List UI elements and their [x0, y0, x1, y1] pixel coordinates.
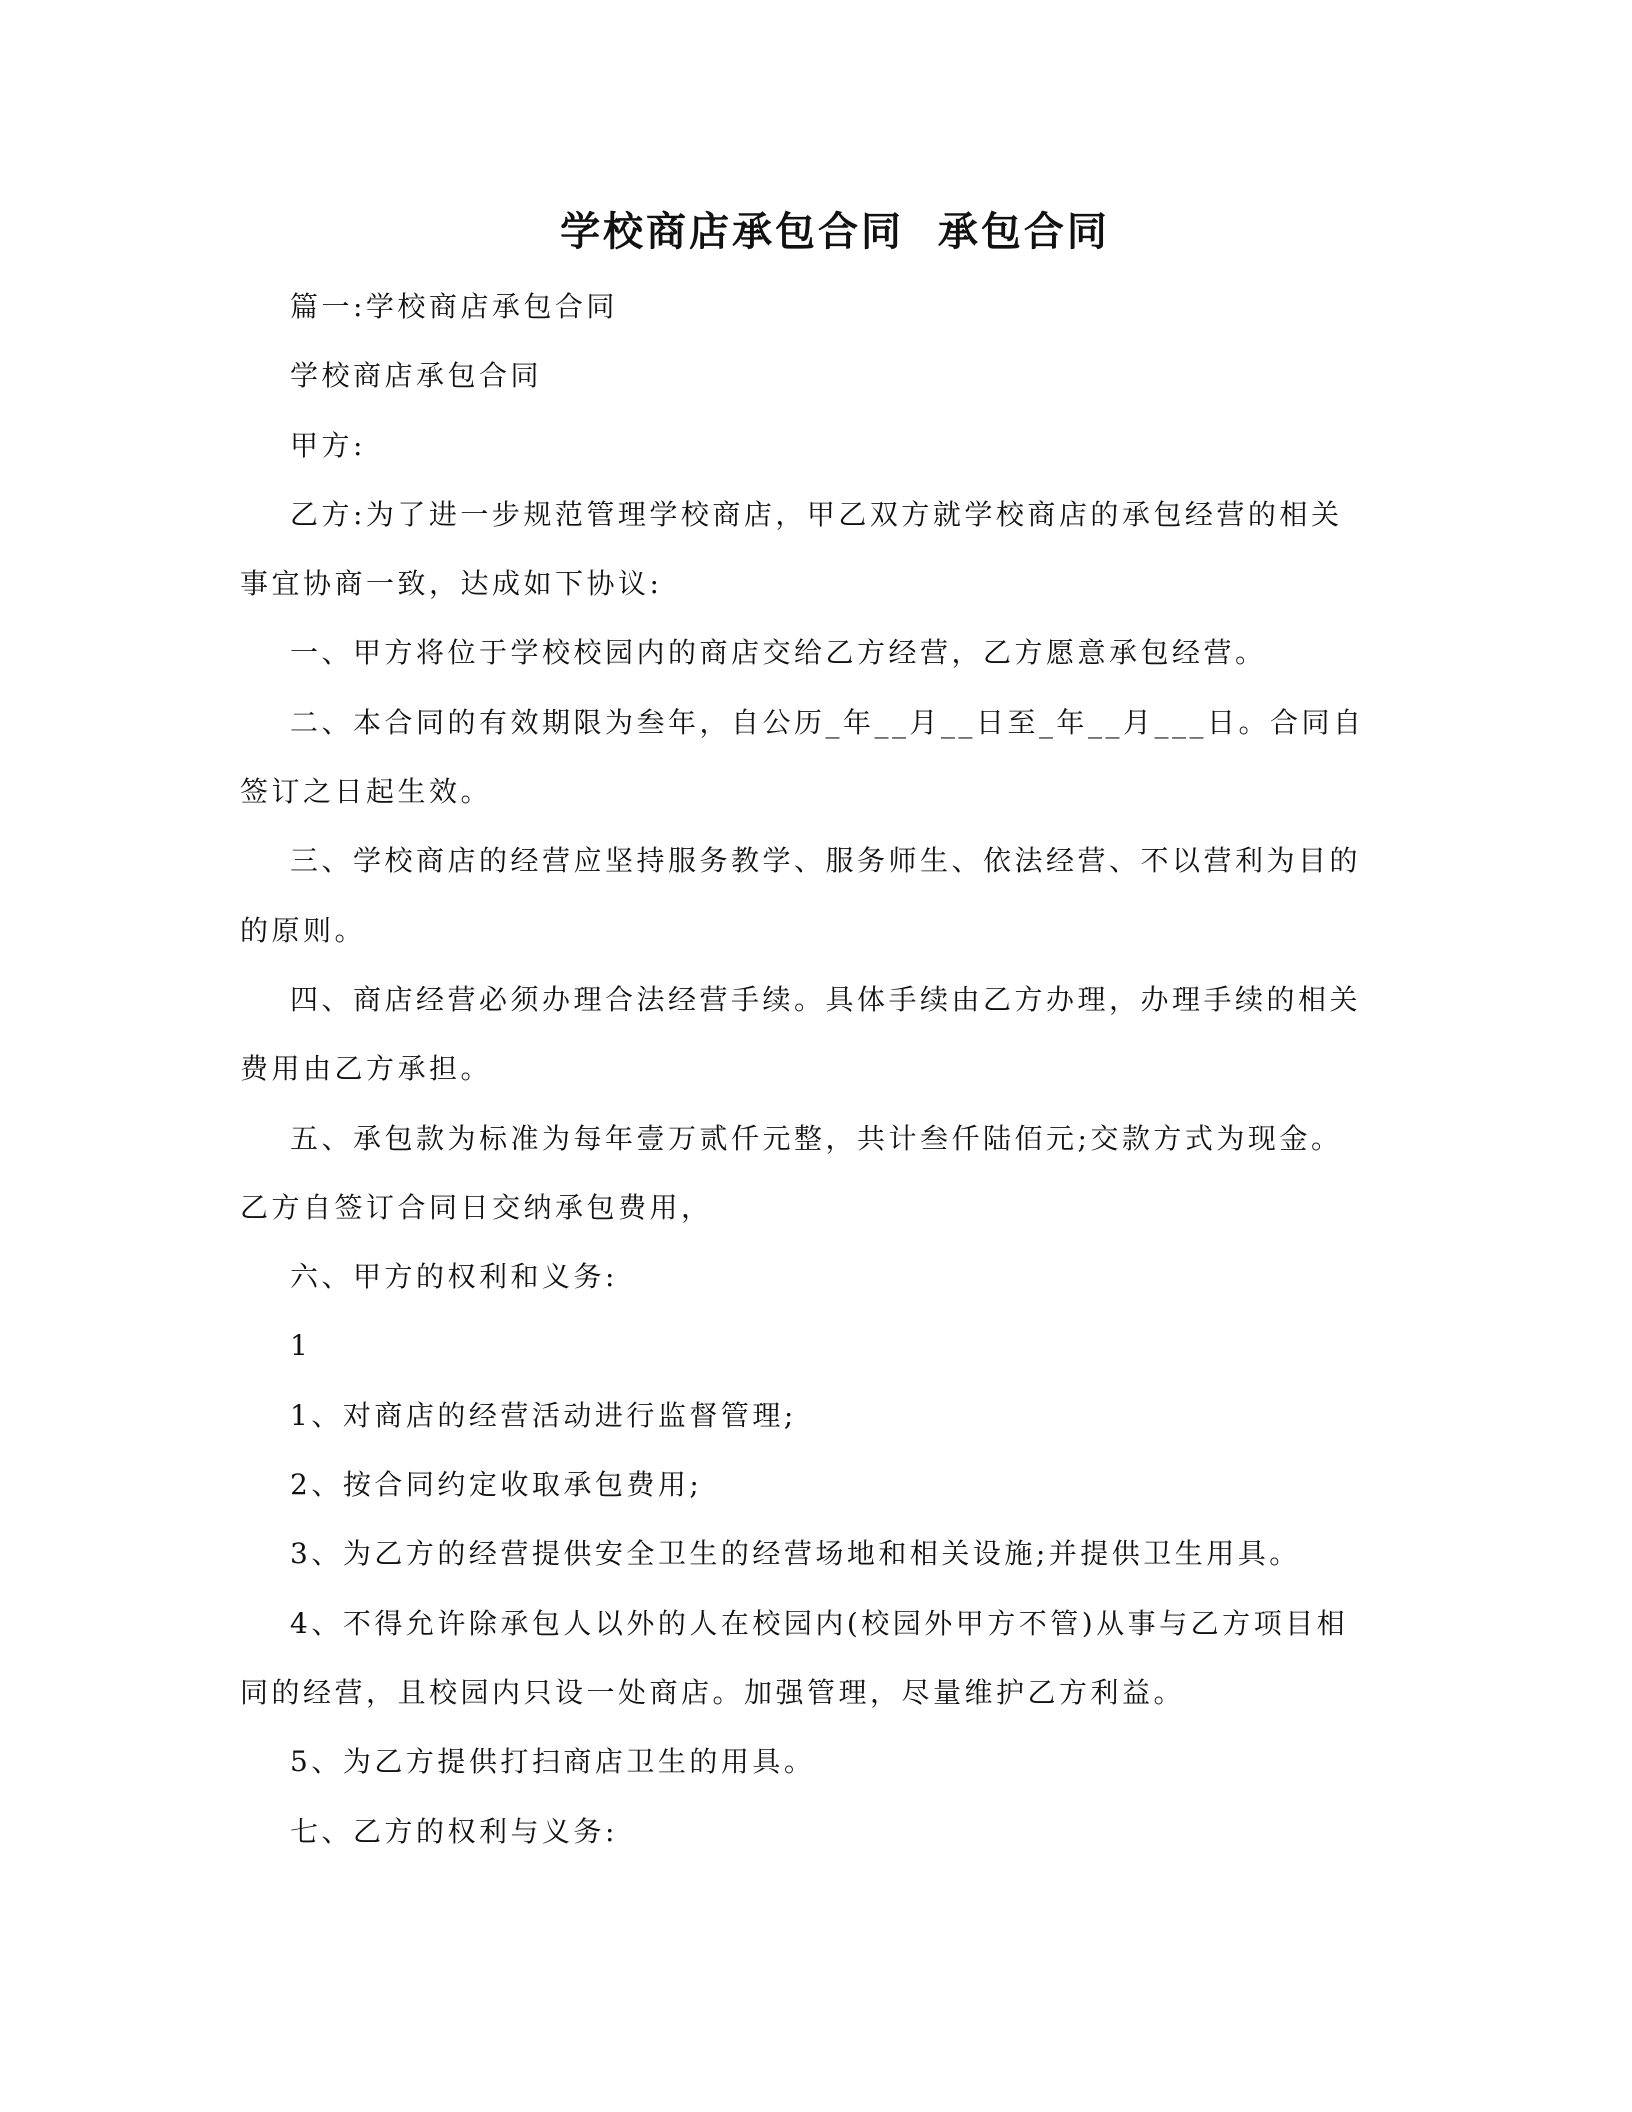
text-line: 1、对商店的经营活动进行监督管理;: [290, 1398, 797, 1432]
text-line: 学校商店承包合同: [290, 359, 543, 393]
text-line: 1: [290, 1329, 312, 1363]
text-line: 乙方自签订合同日交纳承包费用，: [240, 1190, 713, 1224]
text-line: 三、学校商店的经营应坚持服务教学、服务师生、依法经营、不以营利为目的: [290, 844, 1362, 878]
text-line: 五、承包款为标准为每年壹万贰仟元整，共计叁仟陆佰元;交款方式为现金。: [290, 1121, 1343, 1155]
text-line: 2、按合同约定收取承包费用;: [290, 1468, 703, 1502]
text-line: 签订之日起生效。: [240, 775, 493, 809]
text-line: 七、乙方的权利与义务:: [290, 1814, 618, 1848]
text-line: 二、本合同的有效期限为叁年，自公历_年__月__日至_年__月___日。合同自: [290, 705, 1365, 739]
text-line: 3、为乙方的经营提供安全卫生的经营场地和相关设施;并提供卫生用具。: [290, 1537, 1301, 1571]
text-line: 甲方:: [290, 428, 366, 462]
text-line: 一、甲方将位于学校校园内的商店交给乙方经营，乙方愿意承包经营。: [290, 636, 1267, 670]
text-line: 乙方:为了进一步规范管理学校商店，甲乙双方就学校商店的承包经营的相关: [290, 497, 1343, 531]
text-line: 费用由乙方承担。: [240, 1052, 493, 1086]
text-line: 同的经营，且校园内只设一处商店。加强管理，尽量维护乙方利益。: [240, 1675, 1186, 1709]
text-line: 六、甲方的权利和义务:: [290, 1260, 618, 1294]
text-line: 4、不得允许除承包人以外的人在校园内(校园外甲方不管)从事与乙方项目相: [290, 1606, 1349, 1640]
document-body: [240, 272, 1380, 1866]
text-line: 5、为乙方提供打扫商店卫生的用具。: [290, 1745, 816, 1779]
text-line: 的原则。: [240, 913, 367, 947]
text-line: 篇一:学校商店承包合同: [290, 290, 618, 323]
text-line: 四、商店经营必须办理合法经营手续。具体手续由乙方办理，办理手续的相关: [290, 982, 1362, 1016]
document-title: 学校商店承包合同 承包合同: [560, 208, 1110, 255]
text-line: 事宜协商一致，达成如下协议:: [240, 567, 663, 601]
